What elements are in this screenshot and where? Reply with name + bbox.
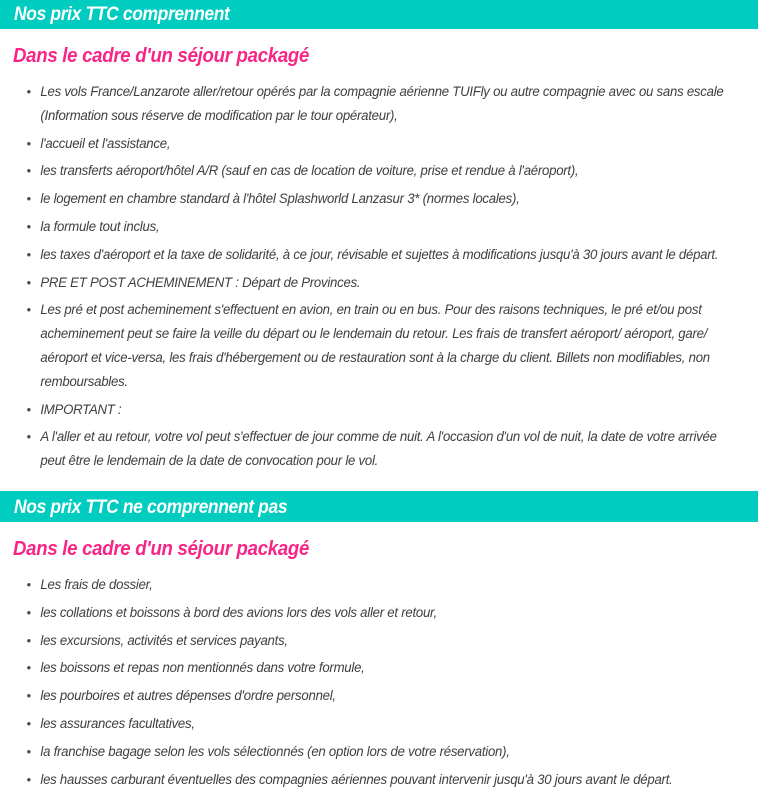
list-item: • les taxes d'aéroport et la taxe de solidarité, à ce jour, révisable et sujettes à modifications jusqu'à 30 jours avant le départ. — [0, 243, 747, 267]
list-item: • IMPORTANT : — [0, 398, 747, 422]
list-item: • les boissons et repas non mentionnés dans votre formule, — [0, 656, 747, 680]
list-item: • les transferts aéroport/hôtel A/R (sauf en cas de location de voiture, prise et rendue à l'aéroport), — [0, 159, 747, 183]
list-item: • Les frais de dossier, — [0, 573, 747, 597]
section-banner-title: Nos prix TTC comprennent — [14, 4, 230, 25]
list-item: • l'accueil et l'assistance, — [0, 132, 747, 156]
list-item: • la formule tout inclus, — [0, 215, 747, 239]
section-subheading-excluded: Dans le cadre d'un séjour packagé — [13, 537, 310, 560]
section-banner-included — [0, 0, 758, 29]
list-item: • les collations et boissons à bord des avions lors des vols aller et retour, — [0, 601, 747, 625]
list-item: • la franchise bagage selon les vols sélectionnés (en option lors de votre réservation), — [0, 740, 747, 764]
excluded-list — [0, 573, 758, 791]
list-item: • PRE ET POST ACHEMINEMENT : Départ de Provinces. — [0, 271, 747, 295]
list-item: • les excursions, activités et services payants, — [0, 629, 747, 653]
section-banner-title: Nos prix TTC ne comprennent pas — [14, 496, 288, 518]
section-banner-excluded — [0, 493, 758, 522]
section-spacer — [0, 477, 758, 491]
list-item: • les hausses carburant éventuelles des compagnies aériennes pouvant intervenir jusqu'à 30 jours avant le départ. — [0, 768, 747, 791]
list-item: • les assurances facultatives, — [0, 712, 747, 736]
included-list — [0, 80, 758, 473]
list-item: • Les pré et post acheminement s'effectuent en avion, en train ou en bus. Pour des raisons techniques, le pré et/ou post acheminement peut se faire la veille du départ ou le lendemain du retour. Les frais de transfert aéroport/ aéroport, gare/ aéroport et vice-versa, les frais d'hébergement ou de restauration sont à la charge du client. Billets non modifiables, non remboursables. — [0, 298, 747, 393]
section-subheading-included: Dans le cadre d'un séjour packagé — [13, 45, 310, 67]
list-item: • A l'aller et au retour, votre vol peut s'effectuer de jour comme de nuit. A l'occasion d'un vol de nuit, la date de votre arrivée peut être le lendemain de la date de convocation pour le vol. — [0, 425, 747, 473]
list-item: • le logement en chambre standard à l'hôtel Splashworld Lanzasur 3* (normes locales), — [0, 187, 747, 211]
list-item: • Les vols France/Lanzarote aller/retour opérés par la compagnie aérienne TUIFly ou autre compagnie avec ou sans escale (Information sous réserve de modification par le tour opérateur), — [0, 80, 747, 128]
list-item: • les pourboires et autres dépenses d'ordre personnel, — [0, 684, 747, 708]
